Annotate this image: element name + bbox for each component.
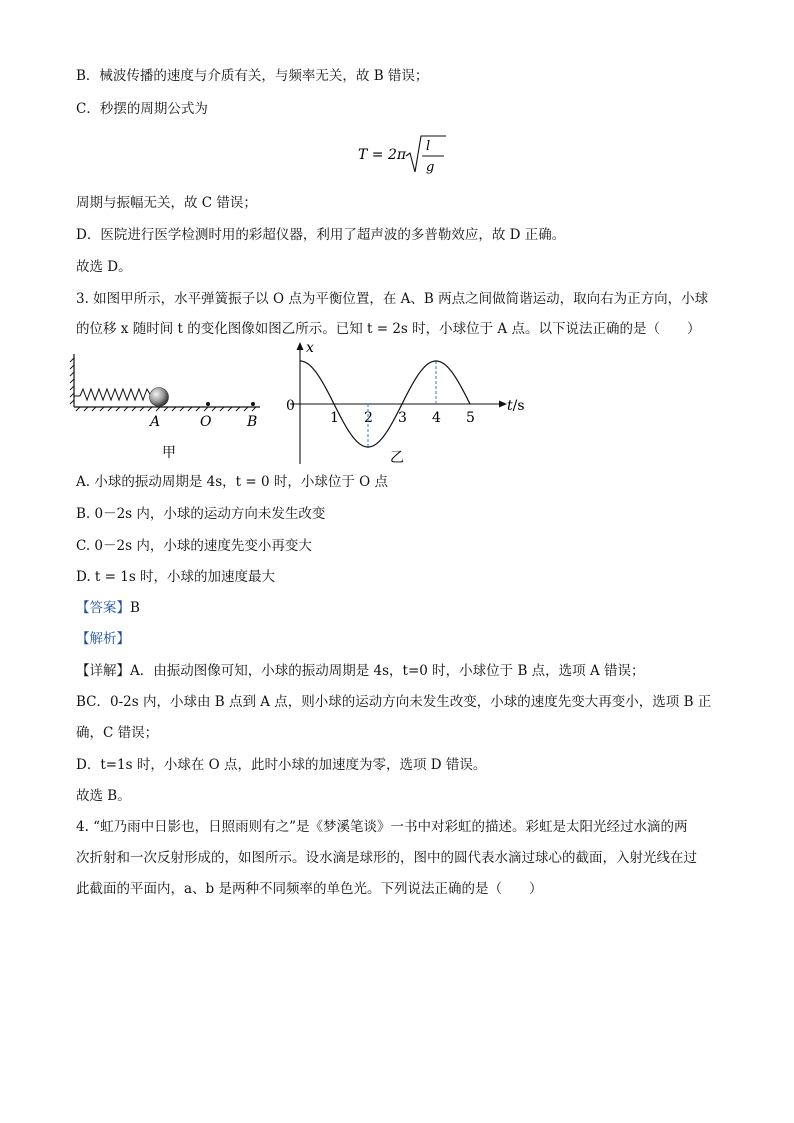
- analysis-label-text: 【解析】: [76, 631, 130, 647]
- text-line: C．秒摆的周期公式为: [76, 101, 208, 117]
- explanation-line: D．t=1s 时，小球在 O 点，此时小球的加速度为零，选项 D 错误。: [76, 757, 487, 773]
- question-4-line: 4. “虹乃雨中日影也，日照雨则有之”是《梦溪笔谈》一书中对彩虹的描述。彩虹是太阳光经过水滴的两: [76, 819, 688, 835]
- answer-label: 【答案】: [76, 600, 130, 616]
- spring-oscillator-diagram: [70, 354, 260, 461]
- text-line: B．械波传播的速度与介质有关，与频率无关，故 B 错误；: [76, 68, 429, 84]
- option-a: A. 小球的振动周期是 4s，t = 0 时，小球位于 O 点: [76, 474, 388, 490]
- origin-label: 0: [286, 398, 295, 414]
- explanation-line: 【详解】A．由振动图像可知，小球的振动周期是 4s，t=0 时，小球位于 B 点，选项 A 错误；: [76, 663, 645, 679]
- option-c: C. 0－2s 内，小球的速度先变小再变大: [76, 538, 312, 554]
- analysis-label: [76, 630, 130, 648]
- tick-labels: [330, 410, 475, 426]
- question-4-line: 次折射和一次反射形成的，如图所示。设水滴是球形的，图中的圆代表水滴过球心的截面，入射光线在过: [76, 850, 697, 866]
- ball: [150, 388, 169, 407]
- period-formula: [358, 132, 448, 178]
- caption-jia: 甲: [162, 445, 176, 461]
- label-b: B: [247, 414, 258, 430]
- explanation-line: 确，C 错误；: [76, 725, 159, 741]
- question-3-line: 3. 如图甲所示，水平弹簧振子以 O 点为平衡位置，在 A、B 两点之间做简谐运动，取向右为正方向，小球: [76, 291, 709, 307]
- x-axis-arrow: [499, 401, 507, 408]
- x-axis-label: [507, 398, 525, 414]
- caption-yi: 乙: [390, 450, 404, 466]
- label-o: O: [200, 414, 212, 430]
- x-t-graph: [286, 340, 525, 466]
- answer-value: B: [130, 600, 140, 616]
- formula-denominator: g: [426, 160, 435, 175]
- explanation-line: 故选 B。: [76, 788, 131, 804]
- text-line: D．医院进行医学检测时用的彩超仪器，利用了超声波的多普勒效应，故 D 正确。: [76, 227, 566, 243]
- tick-label-1: 1: [330, 410, 339, 426]
- label-a: A: [150, 414, 161, 430]
- floor-hatching: [76, 407, 256, 411]
- tick-label-2: 2: [364, 410, 373, 426]
- text-line: 周期与振幅无关，故 C 错误；: [76, 195, 257, 211]
- tick-label-3: 3: [398, 410, 407, 426]
- x-axis-label-unit: /s: [512, 398, 525, 414]
- formula-lhs: T = 2π: [358, 147, 407, 163]
- formula-numerator: l: [426, 139, 431, 154]
- text-line: 故选 D。: [76, 259, 132, 275]
- answer-line: [76, 599, 140, 617]
- explanation-line: BC．0-2s 内，小球由 B 点到 A 点，则小球的运动方向未发生改变，小球的速度先变大再变小，选项 B 正: [76, 694, 712, 710]
- question-4-line: 此截面的平面内，a、b 是两种不同频率的单色光。下列说法正确的是（ ）: [76, 881, 543, 897]
- option-b: B. 0－2s 内，小球的运动方向未发生改变: [76, 506, 326, 522]
- tick-label-4: 4: [432, 410, 441, 426]
- spring: [74, 389, 151, 400]
- point-b-dot: [251, 402, 255, 406]
- y-axis-arrow: [297, 342, 304, 350]
- question-3-figure: [70, 340, 525, 466]
- y-axis-label: x: [306, 340, 314, 356]
- tick-label-5: 5: [466, 410, 475, 426]
- question-3-line: 的位移 x 随时间 t 的变化图像如图乙所示。已知 t = 2s 时，小球位于 A 点。以下说法正确的是（ ）: [76, 321, 701, 337]
- option-d: D. t = 1s 时，小球的加速度最大: [76, 569, 276, 585]
- point-o-dot: [206, 402, 210, 406]
- x-axis-label-t: t: [507, 398, 513, 414]
